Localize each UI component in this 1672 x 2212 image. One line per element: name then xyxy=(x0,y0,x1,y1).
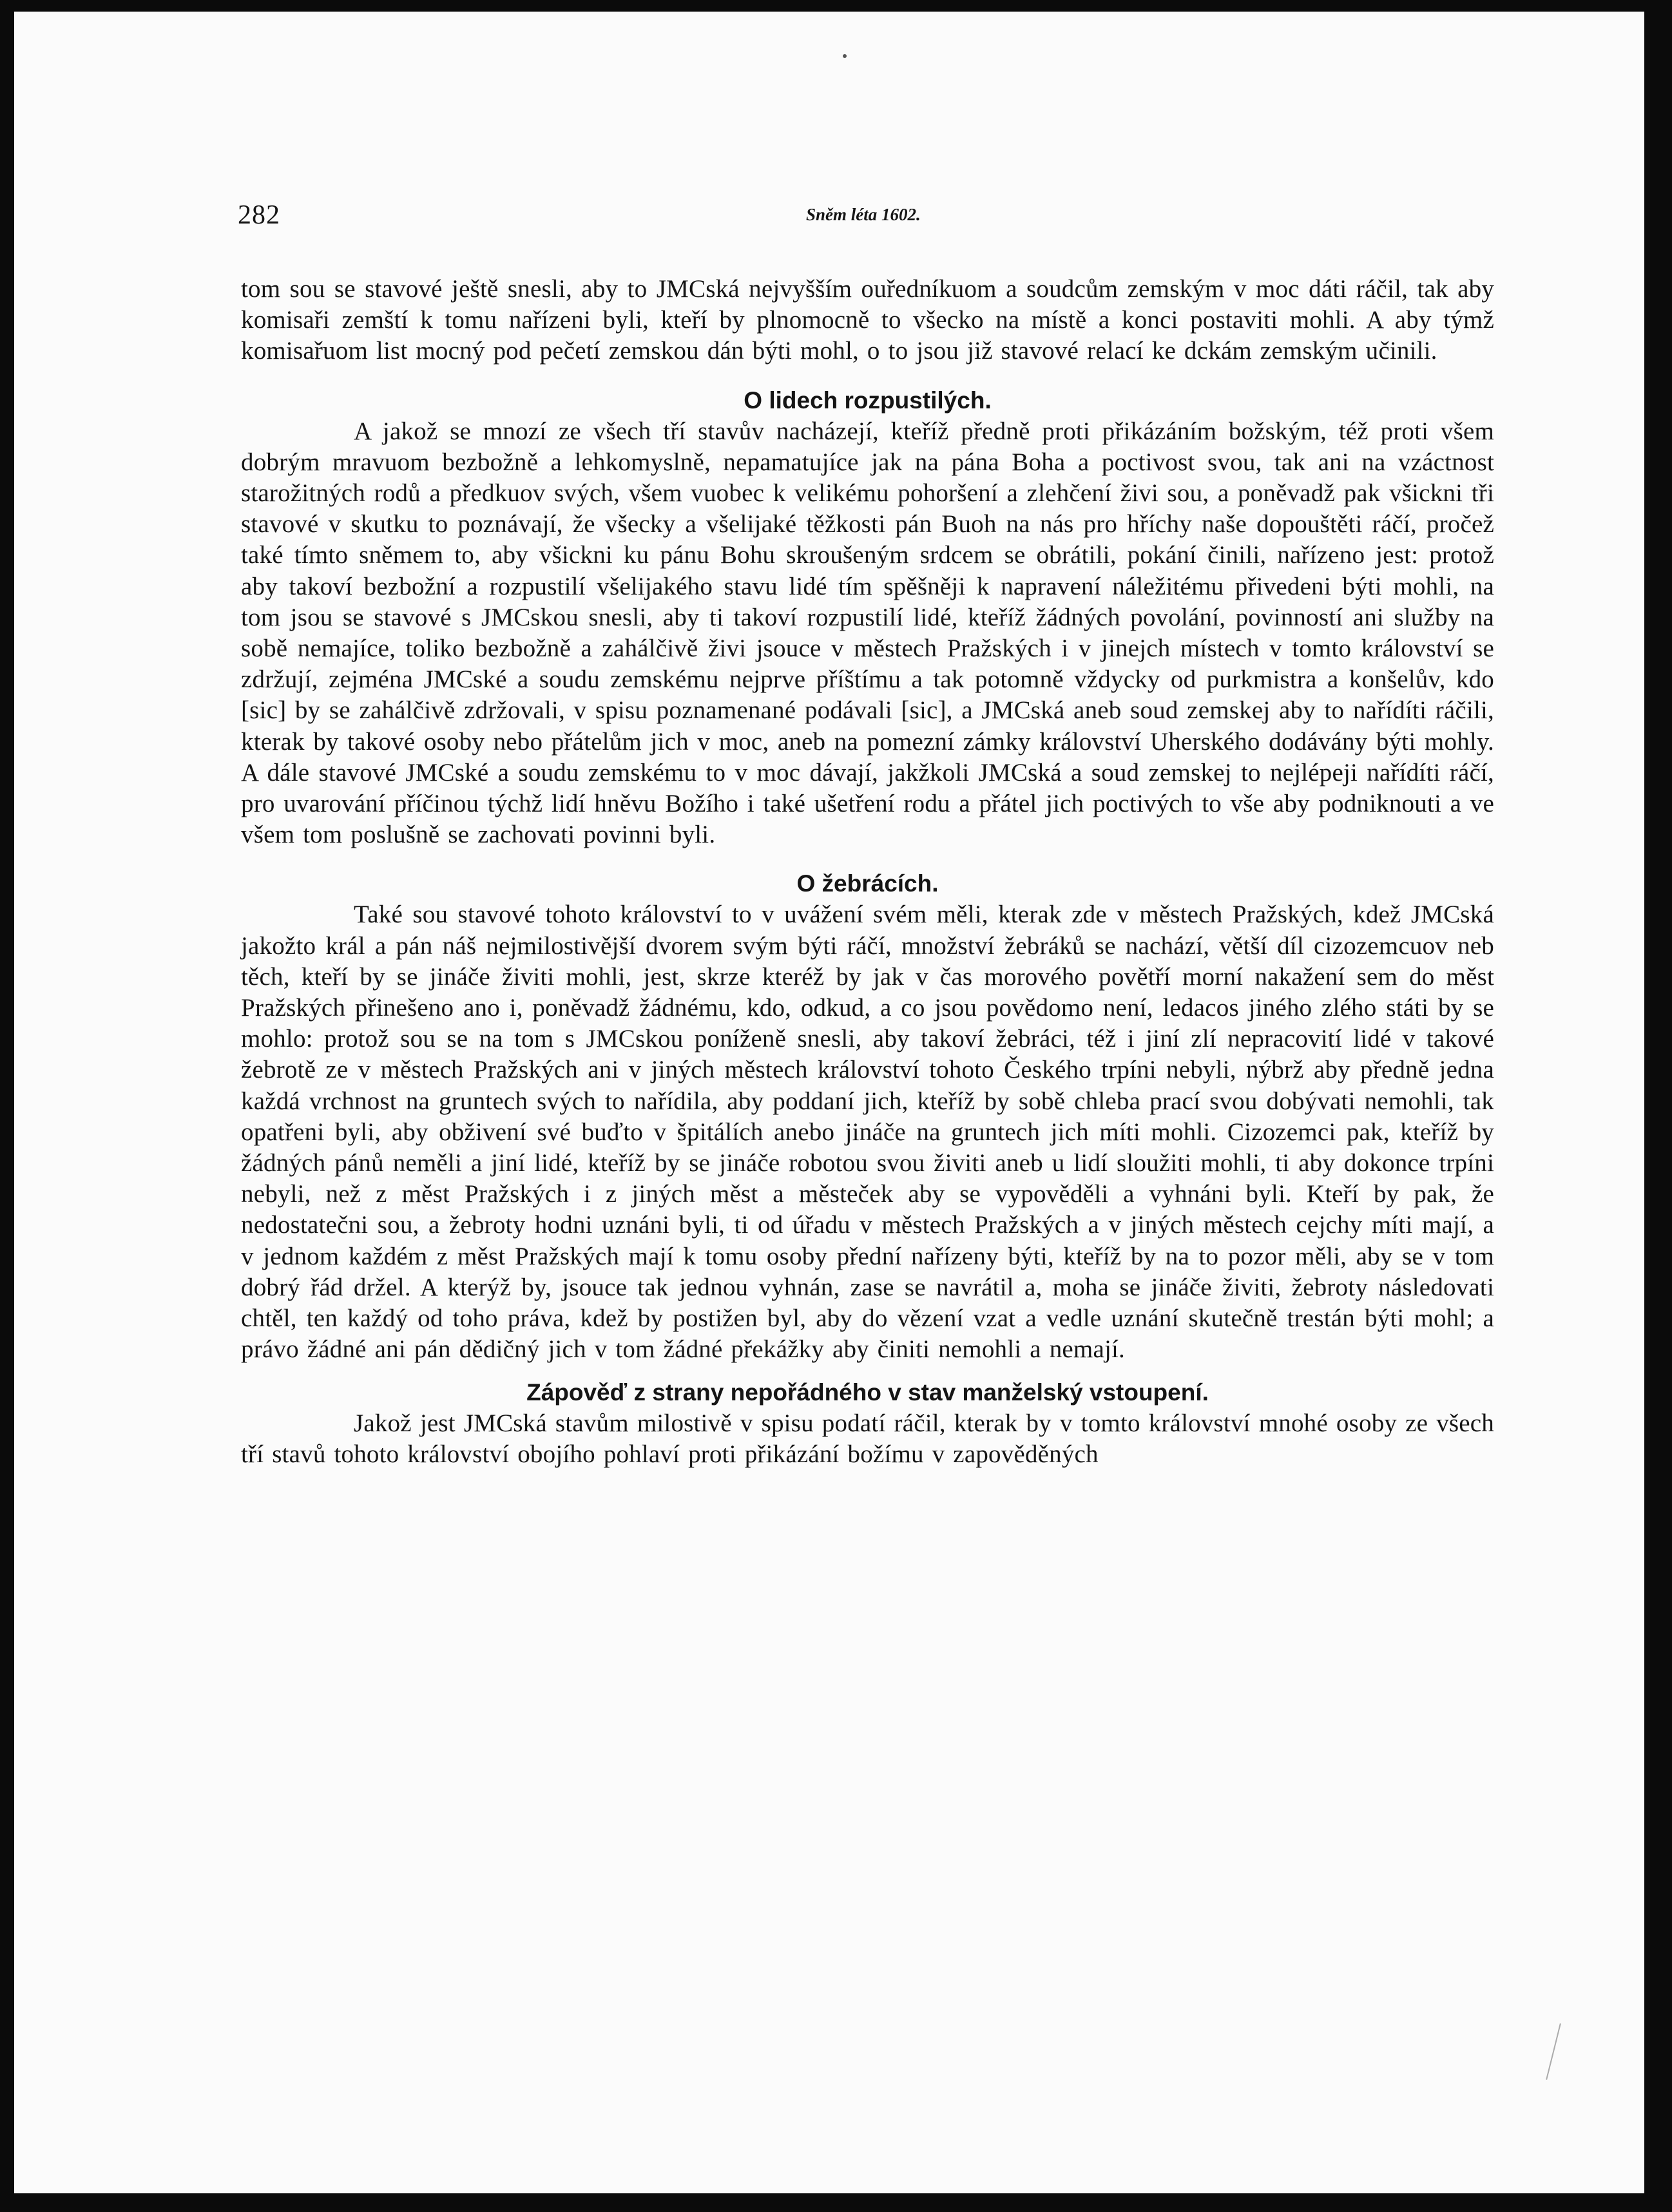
scan-border-bottom xyxy=(0,2193,1672,2212)
section-text-manzelsky-stav: Jakož jest JMCská stavům milostivě v spisu podatí ráčil, kterak by v tomto království mnohé osoby ze všech tří stavů tohoto království obojího pohlaví proti přikázání božímu v zapověděných xyxy=(241,1409,1494,1468)
scan-border-top xyxy=(0,0,1672,12)
document-body xyxy=(241,274,1494,1470)
scan-border-right xyxy=(1644,0,1672,2212)
spacer xyxy=(241,1366,1494,1377)
section-heading-zebraci: O žebrácích. xyxy=(796,870,939,897)
section-text-zebraci: Také sou stavové tohoto království to v uvážení svém měli, kterak zde v městech Pražských, kdež JMCská jakožto král a pán náš nejmilostivější dvorem svým býti ráčí, množství žebráků se nachází, větší díl cizozemcuov neb těch, kteří by se jináče živiti mohli, jest, skrze kteréž by jak v čas morového povětří morní nakažení sem do měst Pražských přinešeno ano i, poněvadž žádnému, kdo, odkud, a co jsou povědomo není, ledacos jiného zlého státi by se mohlo: protož sou se na tom s JMCskou poníženě snesli, aby takoví žebráci, též i jiní zlí nepracovití lidé v takové žebrotě ze v městech Pražských ani v jiných městech království tohoto Českého trpíni nebyli, nýbrž aby předně jedna každá vrchnost na gruntech svých to nařídila, aby poddaní jich, kteříž by sobě chleba prací svou dobývati nemohli, tak opatřeni byli, aby obživení své buďto v špitálích anebo jináče na gruntech jich míti mohli. Cizozemci pak, kteříž by žádných pánů neměli a jiní lidé, kteříž by se jináče robotou svou živiti aneb u lidí sloužiti mohli, ti aby dokonce trpíni nebyli, než z měst Pražských i z jiných měst a městeček aby se vypověděli a vyhnáni byli. Kteří by pak, že nedostatečni sou, a žebroty hodni uznáni byli, ti od úřadu v městech Pražských a v jiných městech cejchy míti mají, a v jednom každém z měst Pražských mají k tomu osoby přední nařízeny býti, kteříž by na to pozor měli, aby se v tom dobrý řád držel. A kterýž by, jsouce tak jednou vyhnán, zase se navrátil a, moha se jináče živiti, žebroty následovati chtěl, ten každý od toho práva, kdež by postižen byl, aby do vězení vzat a vedle uznání skutečně trestán býti mohl; a právo žádné ani pán dědičný jich v tom žádné překážky aby činiti nemohli a nemají. xyxy=(241,901,1494,1364)
spacer xyxy=(241,367,1494,385)
scan-border-left xyxy=(0,0,14,2212)
running-title: Sněm léta 1602. xyxy=(806,205,921,224)
document-page xyxy=(14,12,1644,2193)
section-text-rozpustili: A jakož se mnozí ze všech tří stavův nacházejí, kteříž předně proti přikázáním božským, též proti všem dobrým mravuom bezbožně a lehkomyslně, nepamatujíce jak na pána Boha a poctivost svou, tak ani na vzáctnost starožitných rodů a předkuov svých, všem vuobec k velikému pohoršení a zlehčení živi sou, a poněvadž pak všickni tři stavové v skutku to poznávají, že všecky a všelijaké těžkosti pán Buoh na nás pro hříchy naše dopouštěti ráčí, pročež také tímto sněmem to, aby všickni ku pánu Bohu skroušeným srdcem se obrátili, pokání činili, nařízeno jest: protož aby takoví bezbožní a rozpustilí všelijakého stavu lidé tím spěšněji k napravení náležitému přivedeni býti mohli, na tom jsou se stavové s JMCskou snesli, aby ti takoví rozpustilí lidé, kteříž žádných povolání, povinností ani služby na sobě nemajíce, toliko bezbožně a zahálčivě živi jsouce v městech Pražských i v jinejch místech v tomto království se zdržují, zejména JMCské a soudu zemskému nejprve příštímu a tak potomně vždycky od purkmistra a konšelův, kdo [sic] by se zahálčivě zdržovali, v spisu poznamenané podávali [sic], a JMCská aneb soud zemskej aby to nařídíti ráčili, kterak by takové osoby nebo přátelům jich v moc, aneb na pomezní zámky království Uherského dodávány býti mohly. A dále stavové JMCské a soudu zemskému to v moc dávají, jakžkoli JMCská a soud zemskej to nejlépeji nařídíti ráčí, pro uvarování příčinou týchž lidí hněvu Božího i také ušetření rodu a přátel jich poctivých to vše aby podniknouti a ve všem tom poslušně se zachovati povinni byli. xyxy=(241,417,1494,849)
page-header xyxy=(238,200,959,232)
intro-paragraph: tom sou se stavové ještě snesli, aby to JMCská nejvyšším ouředníkuom a soudcům zemským v moc dáti ráčil, tak aby komisaři zemští k tomu nařízeni byli, kteří by plnomocně to všecko na místě a konci postaviti mohli. A aby týmž komisařuom list mocný pod pečetí zemskou dán býti mohl, o to jsou již stavové relací ke dckám zemským učinili. xyxy=(241,275,1494,365)
spacer xyxy=(241,850,1494,868)
section-heading-rozpustili: O lidech rozpustilých. xyxy=(744,386,992,414)
page-number: 282 xyxy=(238,200,280,230)
section-heading-manzelsky-stav: Zápověď z strany nepořádného v stav manželský vstoupení. xyxy=(526,1378,1209,1406)
